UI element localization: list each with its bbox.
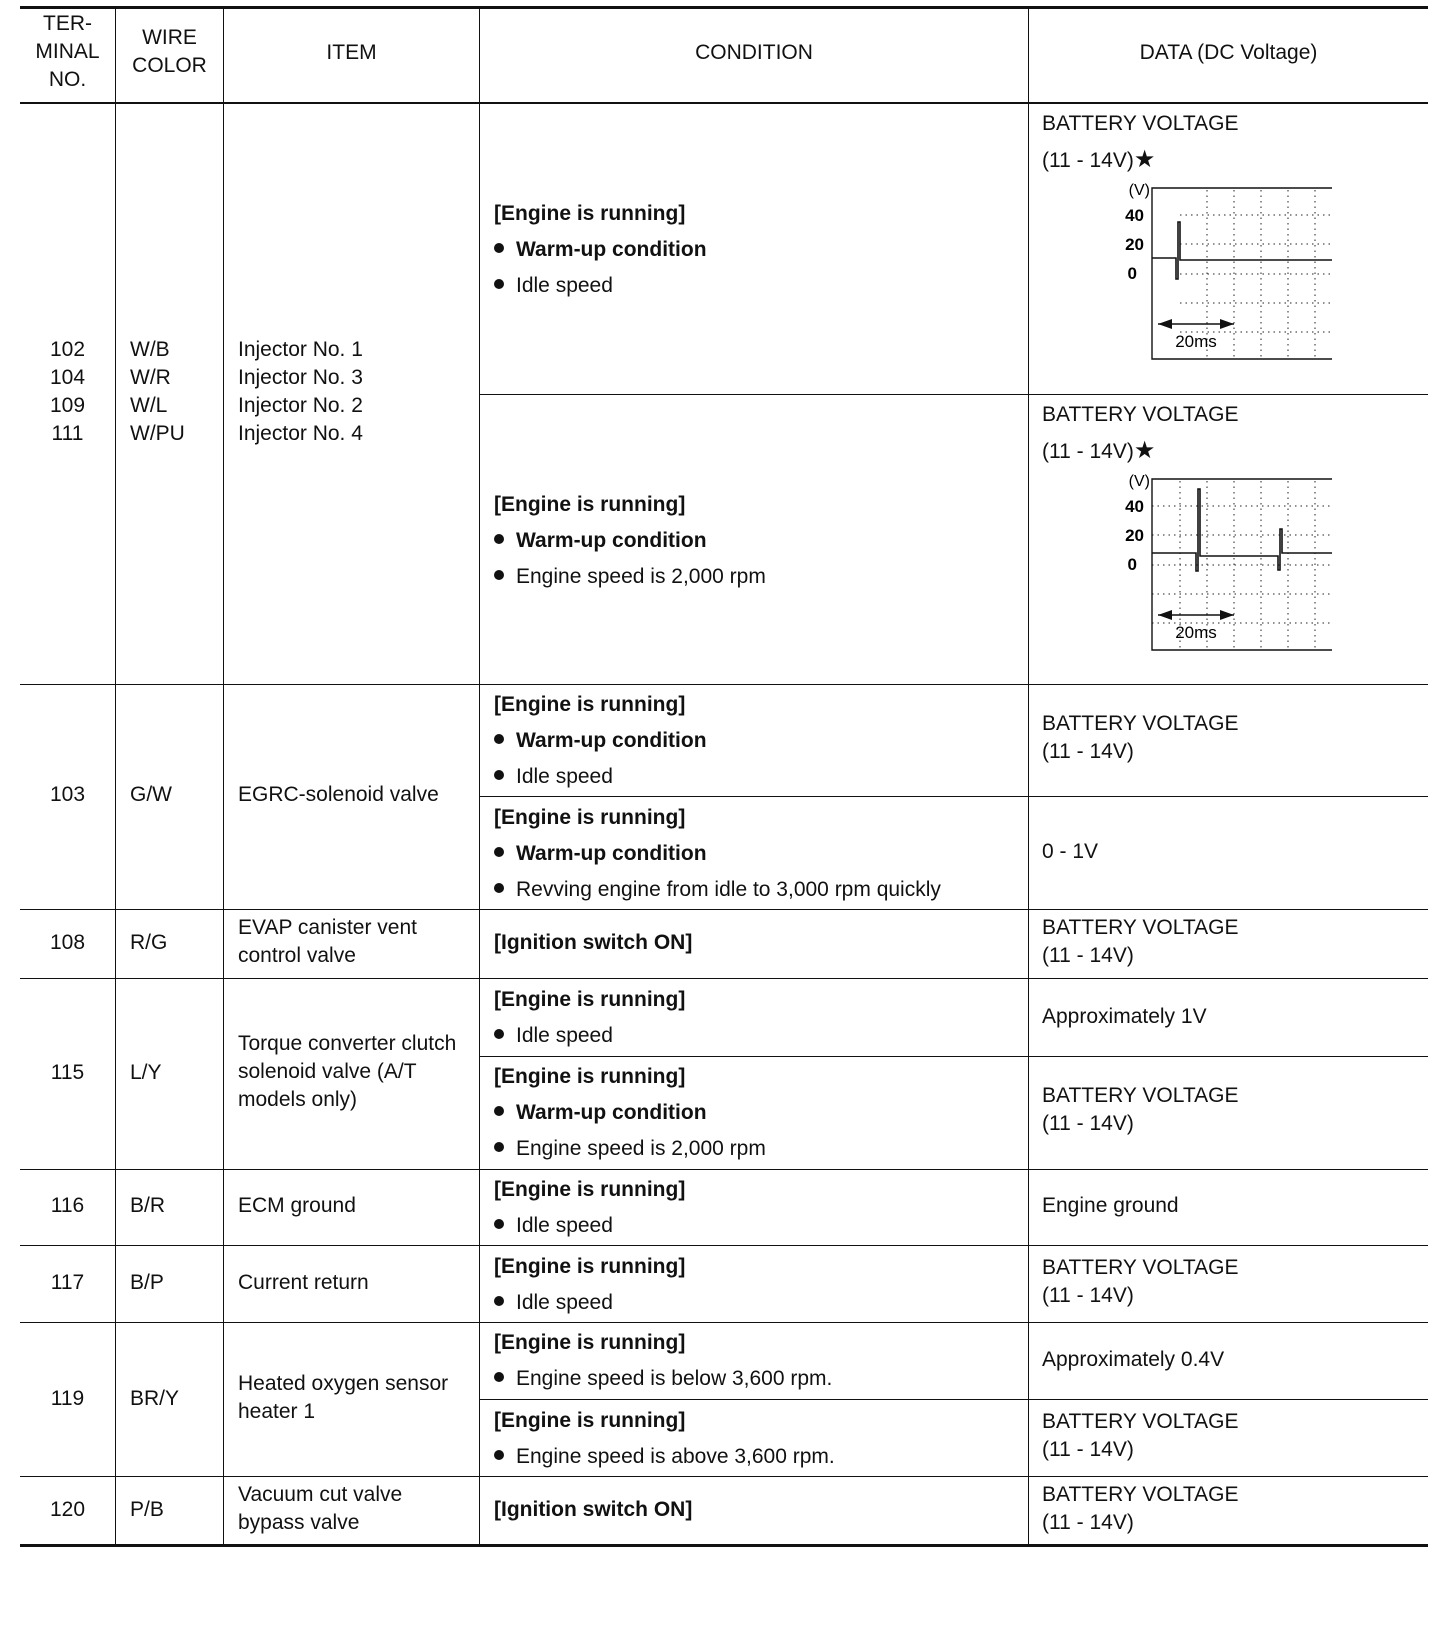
table-top-rule [20, 6, 1428, 9]
ho2s-condition-above: [Engine is running] Engine speed is above 3,600 rpm. [494, 1409, 835, 1468]
scope-tick-label: 20 [1125, 526, 1144, 545]
header-wire-color: WIRE COLOR [132, 26, 207, 77]
column-divider [479, 6, 480, 1546]
scope-tick-label: 40 [1125, 206, 1144, 225]
tcc-data-idle: Approximately 1V [1042, 1005, 1207, 1028]
scope-time-label: 20ms [1175, 623, 1217, 642]
egrc-item: EGRC-solenoid valve [238, 783, 439, 806]
bullet-icon [494, 1296, 504, 1306]
arrow-right-icon [1220, 610, 1234, 620]
header-rule [20, 102, 1428, 104]
injector-data-idle: BATTERY VOLTAGE (11 - 14V)★ [1042, 112, 1239, 173]
current-data: BATTERY VOLTAGE (11 - 14V) [1042, 1256, 1239, 1307]
column-divider [223, 6, 224, 1546]
bullet-icon [494, 279, 504, 289]
bullet-icon [494, 1219, 504, 1229]
ecm-data: Engine ground [1042, 1194, 1179, 1217]
scope-unit-label: (V) [1128, 473, 1150, 490]
scope-time-label: 20ms [1175, 332, 1217, 351]
egrc-terminal: 103 [49, 783, 86, 806]
ho2s-data-above: BATTERY VOLTAGE (11 - 14V) [1042, 1410, 1239, 1461]
row-rule [20, 909, 1428, 910]
bullet-icon [494, 847, 504, 857]
bullet-icon [494, 734, 504, 744]
header-condition: CONDITION [695, 41, 813, 64]
ho2s-item: Heated oxygen sensor heater 1 [238, 1372, 449, 1423]
row-rule [20, 684, 1428, 685]
bullet-icon [494, 1142, 504, 1152]
ho2s-wire: BR/Y [130, 1387, 180, 1410]
arrow-right-icon [1220, 319, 1234, 329]
current-terminal: 117 [50, 1271, 85, 1294]
tcc-condition-2000rpm: [Engine is running] Warm-up condition Engine speed is 2,000 rpm [494, 1065, 766, 1160]
tcc-wire: L/Y [130, 1061, 162, 1084]
tcc-data-2000rpm: BATTERY VOLTAGE (11 - 14V) [1042, 1084, 1239, 1135]
tcc-condition-idle: [Engine is running] Idle speed [494, 988, 686, 1047]
ho2s-condition-below: [Engine is running] Engine speed is below 3,600 rpm. [494, 1331, 833, 1390]
scope-tick-label: 0 [1127, 264, 1137, 283]
evap-item: EVAP canister vent control valve [238, 916, 417, 967]
tcc-split-rule [480, 1056, 1428, 1057]
evap-condition: [Ignition switch ON] [494, 931, 693, 954]
waveform-2000rpm [1110, 469, 1335, 654]
waveform-trace [1152, 222, 1332, 279]
ecm-item: ECM ground [238, 1194, 356, 1217]
scope-tick-label: 0 [1127, 555, 1137, 574]
egrc-data-idle: BATTERY VOLTAGE (11 - 14V) [1042, 712, 1239, 763]
ecm-wire: B/R [130, 1194, 166, 1217]
current-wire: B/P [130, 1271, 164, 1294]
bullet-icon [494, 570, 504, 580]
scope-tick-label: 20 [1125, 235, 1144, 254]
scope-unit-label: (V) [1128, 182, 1150, 199]
bullet-icon [494, 1372, 504, 1382]
ho2s-terminal: 119 [50, 1387, 85, 1410]
waveform-trace [1152, 489, 1332, 571]
ho2s-data-below: Approximately 0.4V [1042, 1348, 1225, 1371]
injector-condition-2000rpm: [Engine is running] Warm-up condition Engine speed is 2,000 rpm [494, 493, 766, 588]
header-terminal: TER- MINAL NO. [35, 12, 100, 91]
star-icon: ★ [1133, 437, 1156, 464]
egrc-condition-revving: [Engine is running] Warm-up condition Revving engine from idle to 3,000 rpm quickly [494, 806, 941, 901]
vacuum-condition: [Ignition switch ON] [494, 1498, 693, 1521]
star-icon: ★ [1133, 146, 1156, 173]
egrc-condition-idle: [Engine is running] Warm-up condition Idle speed [494, 693, 707, 788]
evap-data: BATTERY VOLTAGE (11 - 14V) [1042, 916, 1239, 967]
header-data: DATA (DC Voltage) [1139, 41, 1318, 64]
evap-terminal: 108 [49, 931, 86, 954]
bullet-icon [494, 1029, 504, 1039]
bullet-icon [494, 883, 504, 893]
bullet-icon [494, 1450, 504, 1460]
row-rule [20, 1322, 1428, 1323]
injector-items: Injector No. 1 Injector No. 3 Injector No. 2 Injector No. 4 [238, 338, 363, 445]
ecm-terminal: 116 [50, 1194, 85, 1217]
scope-tick-label: 40 [1125, 497, 1144, 516]
row-rule [20, 978, 1428, 979]
arrow-left-icon [1158, 319, 1172, 329]
bullet-icon [494, 243, 504, 253]
ecm-terminal-table [20, 6, 1428, 1624]
tcc-terminal: 115 [50, 1061, 85, 1084]
bullet-icon [494, 534, 504, 544]
vacuum-item: Vacuum cut valve bypass valve [238, 1483, 403, 1534]
tcc-item: Torque converter clutch solenoid valve (A/T models only) [238, 1032, 457, 1111]
ecm-condition: [Engine is running] Idle speed [494, 1178, 686, 1237]
vacuum-terminal: 120 [49, 1498, 86, 1521]
row-rule [20, 1169, 1428, 1170]
evap-wire: R/G [130, 931, 168, 954]
egrc-wire: G/W [130, 783, 172, 806]
egrc-data-revving: 0 - 1V [1042, 840, 1099, 863]
arrow-left-icon [1158, 610, 1172, 620]
injector-data-2000rpm: BATTERY VOLTAGE (11 - 14V)★ [1042, 403, 1239, 464]
header-item: ITEM [326, 41, 377, 64]
injector-wires: W/B W/R W/L W/PU [130, 338, 185, 445]
row-rule [20, 1476, 1428, 1477]
row-rule [20, 1245, 1428, 1246]
current-condition: [Engine is running] Idle speed [494, 1255, 686, 1314]
injector-condition-idle: [Engine is running] Warm-up condition Idle speed [494, 202, 707, 297]
table-bottom-rule [20, 1544, 1428, 1547]
vacuum-wire: P/B [130, 1498, 164, 1521]
vacuum-data: BATTERY VOLTAGE (11 - 14V) [1042, 1483, 1239, 1534]
bullet-icon [494, 1106, 504, 1116]
injector-terminals: 102 104 109 111 [49, 338, 86, 445]
column-divider [115, 6, 116, 1546]
injector-split-rule [480, 394, 1428, 395]
bullet-icon [494, 770, 504, 780]
egrc-split-rule [480, 796, 1428, 797]
current-item: Current return [238, 1271, 369, 1294]
column-divider [1028, 6, 1029, 1546]
ho2s-split-rule [480, 1399, 1428, 1400]
waveform-idle [1110, 178, 1335, 363]
